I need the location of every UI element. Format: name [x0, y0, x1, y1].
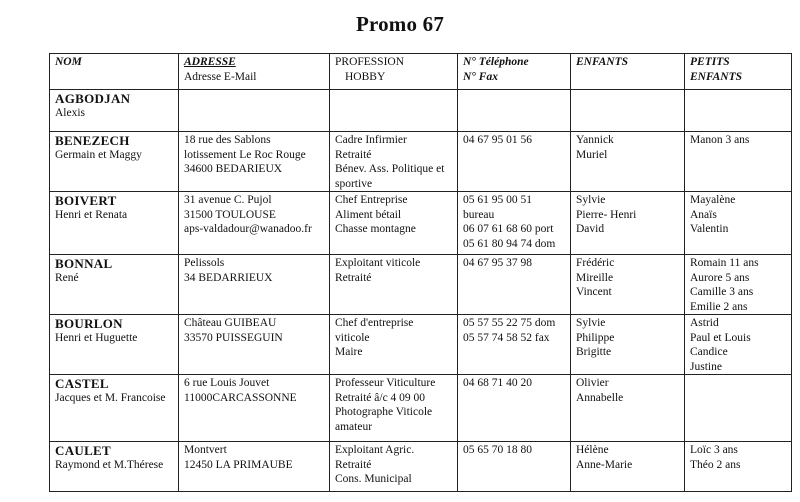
cell-profession — [330, 375, 458, 442]
first-names: René — [55, 272, 79, 284]
cell-adresse — [179, 375, 330, 442]
cell-nom — [50, 255, 179, 315]
cell-enfants — [571, 315, 685, 375]
adresse-line: 11000CARCASSONNE — [184, 391, 297, 404]
surname: BOIVERT — [55, 193, 117, 208]
petits-enfants-line: Astrid — [690, 317, 719, 329]
petits-enfants-line: Loïc 3 ans — [690, 444, 738, 456]
petits-enfants-line: Théo 2 ans — [690, 458, 741, 471]
table-row — [50, 442, 792, 492]
adresse-line: aps-valdadour@wanadoo.fr — [184, 223, 312, 235]
header-row — [50, 54, 792, 90]
cell-nom — [50, 315, 179, 375]
telephone-line: 05 57 74 58 52 fax — [463, 331, 550, 344]
petits-enfants-line: Paul et Louis — [690, 331, 751, 344]
cell-nom — [50, 132, 179, 192]
telephone-line: bureau — [463, 208, 495, 221]
cell-telephone — [458, 255, 571, 315]
surname: AGBODJAN — [55, 91, 131, 106]
cell-nom — [50, 442, 179, 492]
table-body — [50, 90, 792, 492]
petits-enfants-line: Romain 11 ans — [690, 257, 759, 269]
enfants-line: David — [576, 223, 605, 235]
profession-line: Maire — [335, 346, 363, 358]
table-row — [50, 90, 792, 132]
profession-line: Chef Entreprise — [335, 194, 408, 206]
telephone-line: 05 57 55 22 75 dom — [463, 317, 556, 329]
header-petits-enfants — [685, 54, 792, 90]
enfants-line: Brigitte — [576, 346, 612, 358]
adresse-line: 31 avenue C. Pujol — [184, 194, 272, 206]
adresse-line: Pelissols — [184, 257, 225, 269]
table-row — [50, 375, 792, 442]
table-row — [50, 132, 792, 192]
telephone-line: 04 68 71 40 20 — [463, 377, 532, 389]
enfants-line: Yannick — [576, 134, 614, 146]
enfants-line: Frédéric — [576, 257, 615, 269]
cell-telephone — [458, 192, 571, 255]
petits-enfants-line: Candice — [690, 346, 728, 358]
first-names: Henri et Huguette — [55, 332, 138, 344]
enfants-line: Hélène — [576, 444, 609, 456]
promo-table — [49, 53, 792, 492]
petits-enfants-line: Justine — [690, 360, 722, 373]
profession-line: Retraité — [335, 458, 372, 471]
petits-enfants-line: Mayalène — [690, 194, 736, 206]
cell-adresse — [179, 315, 330, 375]
profession-line: viticole — [335, 331, 370, 344]
header-telephone — [458, 54, 571, 90]
header-fax-label: N° Fax — [463, 70, 498, 83]
cell-petits-enfants — [685, 375, 792, 442]
adresse-line: 34600 BEDARIEUX — [184, 163, 283, 175]
cell-enfants — [571, 442, 685, 492]
surname: BONNAL — [55, 256, 113, 271]
header-telephone-label: N° Téléphone — [463, 56, 529, 68]
header-profession-label: PROFESSION — [335, 56, 405, 68]
profession-line: Photographe Viticole — [335, 406, 433, 418]
adresse-line: 18 rue des Sablons — [184, 134, 271, 146]
telephone-line: 06 07 61 68 60 port — [463, 223, 554, 235]
cell-profession — [330, 442, 458, 492]
cell-adresse — [179, 192, 330, 255]
cell-adresse — [179, 255, 330, 315]
petits-enfants-line: Aurore 5 ans — [690, 271, 750, 284]
header-adresse-label: ADRESSE — [184, 56, 236, 68]
first-names: Raymond et M.Thérese — [55, 459, 164, 471]
petits-enfants-line: Camille 3 ans — [690, 286, 754, 298]
surname: CAULET — [55, 443, 111, 458]
cell-telephone — [458, 315, 571, 375]
profession-line: Aliment bétail — [335, 208, 402, 221]
header-petits-label: PETITS — [690, 56, 730, 68]
cell-enfants — [571, 90, 685, 132]
cell-petits-enfants — [685, 255, 792, 315]
header-hobby-label: HOBBY — [345, 70, 386, 83]
cell-adresse — [179, 442, 330, 492]
telephone-line: 04 67 95 37 98 — [463, 257, 532, 269]
cell-telephone — [458, 132, 571, 192]
cell-profession — [330, 132, 458, 192]
adresse-line: Château GUIBEAU — [184, 317, 277, 329]
cell-enfants — [571, 375, 685, 442]
telephone-line: 05 61 95 00 51 — [463, 194, 532, 206]
enfants-line: Vincent — [576, 286, 612, 298]
profession-line: Exploitant Agric. — [335, 444, 415, 456]
header-profession — [330, 54, 458, 90]
enfants-line: Sylvie — [576, 194, 606, 206]
header-nom — [50, 54, 179, 90]
cell-petits-enfants — [685, 315, 792, 375]
first-names: Jacques et M. Francoise — [55, 392, 166, 404]
header-enfants-label: ENFANTS — [576, 56, 628, 68]
cell-telephone — [458, 375, 571, 442]
cell-profession — [330, 192, 458, 255]
cell-petits-enfants — [685, 192, 792, 255]
adresse-line: lotissement Le Roc Rouge — [184, 148, 306, 161]
cell-petits-enfants — [685, 442, 792, 492]
profession-line: Professeur Viticulture — [335, 377, 436, 389]
cell-profession — [330, 90, 458, 132]
profession-line: Exploitant viticole — [335, 257, 421, 269]
cell-profession — [330, 255, 458, 315]
first-names: Henri et Renata — [55, 209, 128, 221]
telephone-line: 05 65 70 18 80 — [463, 444, 532, 456]
petits-enfants-line: Anaïs — [690, 208, 717, 221]
petits-enfants-line: Valentin — [690, 223, 729, 235]
enfants-line: Sylvie — [576, 317, 606, 329]
adresse-line: Montvert — [184, 444, 227, 456]
header-email-label: Adresse E-Mail — [184, 70, 257, 83]
cell-enfants — [571, 255, 685, 315]
cell-telephone — [458, 90, 571, 132]
profession-line: Retraité â/c 4 09 00 — [335, 391, 426, 404]
adresse-line: 34 BEDARRIEUX — [184, 271, 273, 284]
cell-adresse — [179, 90, 330, 132]
page-title: Promo 67 — [355, 12, 445, 36]
header-nom-label: NOM — [55, 56, 82, 68]
cell-petits-enfants — [685, 132, 792, 192]
profession-line: Retraité — [335, 271, 372, 284]
header-enfants — [571, 54, 685, 90]
cell-nom — [50, 192, 179, 255]
enfants-line: Muriel — [576, 148, 608, 161]
surname: BENEZECH — [55, 133, 130, 148]
profession-line: Cadre Infirmier — [335, 134, 407, 146]
header-adresse — [179, 54, 330, 90]
adresse-line: 33570 PUISSEGUIN — [184, 331, 283, 344]
cell-nom — [50, 375, 179, 442]
enfants-line: Olivier — [576, 377, 609, 389]
profession-line: Retraité — [335, 148, 372, 161]
profession-line: Chef d'entreprise — [335, 317, 414, 329]
table-row — [50, 192, 792, 255]
enfants-line: Pierre- Henri — [576, 208, 637, 221]
first-names: Alexis — [55, 107, 86, 119]
cell-enfants — [571, 132, 685, 192]
profession-line: Bénev. Ass. Politique et sportive — [335, 163, 445, 190]
cell-nom — [50, 90, 179, 132]
surname: CASTEL — [55, 376, 109, 391]
cell-adresse — [179, 132, 330, 192]
profession-line: amateur — [335, 420, 373, 433]
enfants-line: Philippe — [576, 331, 615, 344]
cell-profession — [330, 315, 458, 375]
petits-enfants-line: Emilie 2 ans — [690, 300, 748, 313]
enfants-line: Annabelle — [576, 391, 624, 404]
surname: BOURLON — [55, 316, 123, 331]
cell-petits-enfants — [685, 90, 792, 132]
first-names: Germain et Maggy — [55, 149, 142, 161]
cell-enfants — [571, 192, 685, 255]
telephone-line: 05 61 80 94 74 dom — [463, 237, 556, 250]
adresse-line: 6 rue Louis Jouvet — [184, 377, 270, 389]
enfants-line: Anne-Marie — [576, 458, 633, 471]
telephone-line: 04 67 95 01 56 — [463, 134, 532, 146]
header-petits-enfants-label: ENFANTS — [690, 70, 742, 83]
profession-line: Chasse montagne — [335, 223, 416, 235]
adresse-line: 12450 LA PRIMAUBE — [184, 458, 293, 471]
cell-telephone — [458, 442, 571, 492]
adresse-line: 31500 TOULOUSE — [184, 208, 276, 221]
table-row — [50, 315, 792, 375]
petits-enfants-line: Manon 3 ans — [690, 134, 750, 146]
profession-line: Cons. Municipal — [335, 473, 412, 485]
table-row — [50, 255, 792, 315]
enfants-line: Mireille — [576, 271, 614, 284]
